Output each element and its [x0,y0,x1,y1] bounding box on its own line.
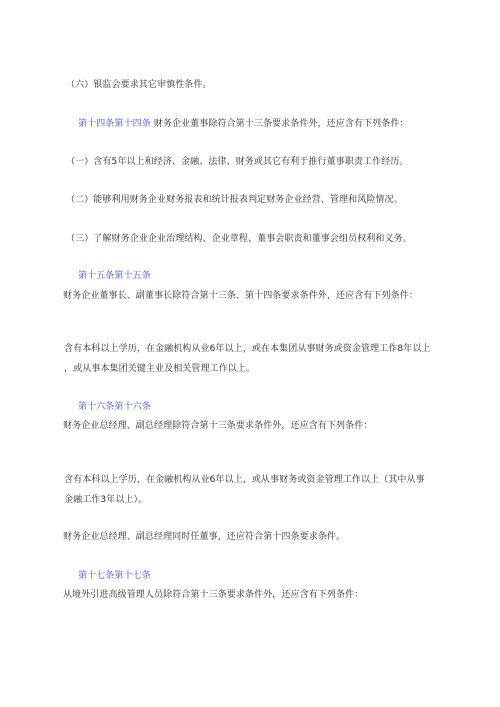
article-15-text: 财务企业董事长、副董事长除符合第十三条、第十四条要求条件外，还应含有下列条件： [63,291,418,301]
article-14-item-1 [66,156,409,168]
article-14-item-1-text: （一）含有5年以上和经济、金融、法律、财务或其它有利于推行董事职责工作经历。 [66,157,409,167]
condition-6 [66,79,212,91]
article-14-item-2-text: （二）能够利用财务企业财务报表和统计报表判定财务企业经营、管理和风险情况。 [66,195,403,205]
condition-6-text: （六）银监会要求其它审慎性条件。 [66,80,212,90]
article-16-requirement-line-2: 金融工作3年以上）。 [64,495,148,505]
article-16-heading: 第十六条第十六条 [78,402,151,412]
article-14-item-2 [66,194,403,206]
article-14-heading: 第十四条第十四条 [78,119,151,129]
article-16-text: 财务企业总经理、副总经理除符合第十三条要求条件外，还应含有下列条件： [63,421,373,431]
article-17-text: 从境外引进高级管理人员除符合第十三条要求条件外，还应含有下列条件： [63,590,364,600]
article-16-note: 财务企业总经理、副总经理同时任董事，还应符合第十四条要求条件。 [63,532,346,542]
article-16-requirement-line-1: 含有本科以上学历，在金融机构从业6年以上，或从事财务或资金管理工作以上（其中从事 [64,475,425,485]
article-14-item-3-text: （三）了解财务企业企业治理结构、企业章程、董事会职责和董事会组员权利和义务。 [66,234,412,244]
article-15-heading: 第十五条第十五条 [78,271,151,281]
article-17-heading: 第十七条第十七条 [78,571,151,581]
article-14-text: 财务企业董事除符合第十三条要求条件外，还应含有下列条件： [150,119,409,129]
article-15-requirement-line-1: 含有本科以上学历，在金融机构从业6年以上，或在本集团从事财务或资金管理工作8年以上 [64,344,431,354]
article-15-requirement-line-2: ，或从事本集团关键主业及相关管理工作以上。 [64,364,256,374]
article-14-line [78,118,409,130]
article-14-item-3 [66,233,412,245]
